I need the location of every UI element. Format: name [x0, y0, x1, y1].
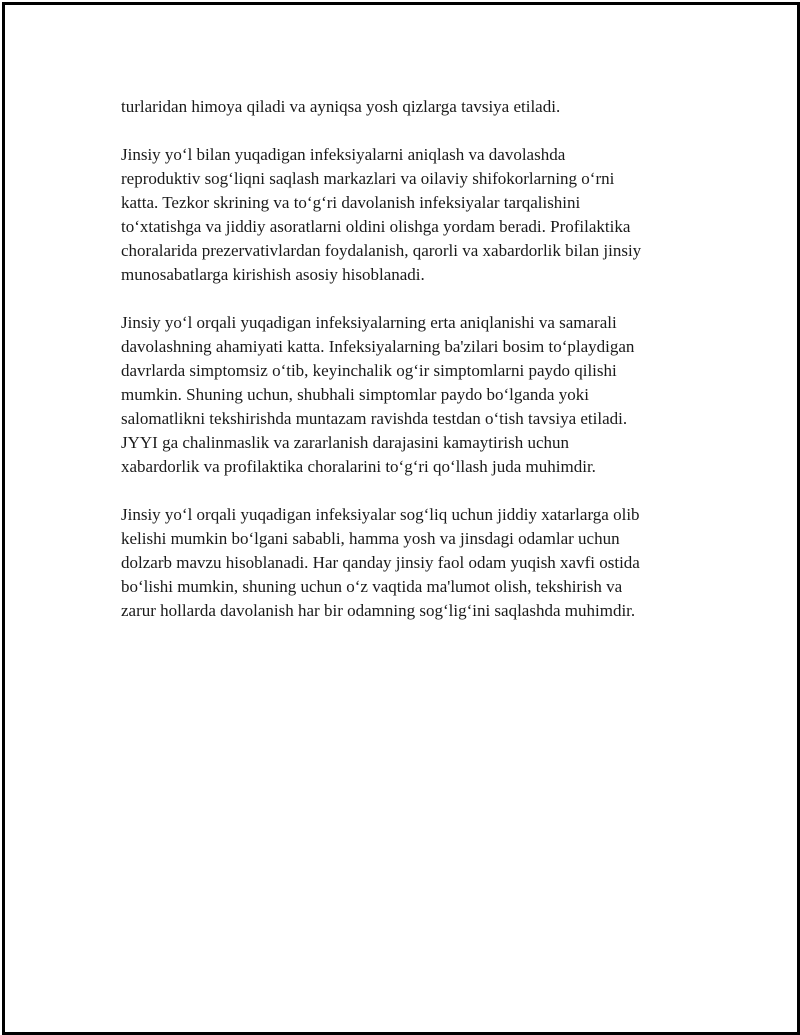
text-line: kelishi mumkin bo‘lgani sababli, hamma yosh va jinsdagi odamlar uchun	[121, 529, 620, 548]
document-body	[121, 95, 701, 647]
text-line: turlaridan himoya qiladi va ayniqsa yosh qizlarga tavsiya etiladi.	[121, 97, 561, 116]
paragraph-3	[121, 311, 701, 479]
text-line: xabardorlik va profilaktika choralarini to‘g‘ri qo‘llash juda muhimdir.	[121, 457, 596, 476]
text-line: reproduktiv sog‘liqni saqlash markazlari va oilaviy shifokorlarning o‘rni	[121, 169, 615, 188]
page-frame	[2, 2, 800, 1035]
paragraph-2	[121, 143, 701, 287]
text-line: to‘xtatishga va jiddiy asoratlarni oldini olishga yordam beradi. Profilaktika	[121, 217, 631, 236]
paragraph-1	[121, 95, 701, 119]
text-line: choralarida prezervativlardan foydalanish, qarorli va xabardorlik bilan jinsiy	[121, 241, 642, 260]
text-line: zarur hollarda davolanish har bir odamning sog‘lig‘ini saqlashda muhimdir.	[121, 601, 636, 620]
text-line: dolzarb mavzu hisoblanadi. Har qanday jinsiy faol odam yuqish xavfi ostida	[121, 553, 640, 572]
text-line: mumkin. Shuning uchun, shubhali simptomlar paydo bo‘lganda yoki	[121, 385, 589, 404]
text-line: Jinsiy yo‘l bilan yuqadigan infeksiyalarni aniqlash va davolashda	[121, 145, 566, 164]
text-line: munosabatlarga kirishish asosiy hisoblanadi.	[121, 265, 425, 284]
text-line: JYYI ga chalinmaslik va zararlanish darajasini kamaytirish uchun	[121, 433, 569, 452]
text-line: davrlarda simptomsiz o‘tib, keyinchalik og‘ir simptomlarni paydo qilishi	[121, 361, 617, 380]
text-line: bo‘lishi mumkin, shuning uchun o‘z vaqtida ma'lumot olish, tekshirish va	[121, 577, 623, 596]
paragraph-4	[121, 503, 701, 623]
text-line: Jinsiy yo‘l orqali yuqadigan infeksiyalar sog‘liq uchun jiddiy xatarlarga olib	[121, 505, 640, 524]
text-line: Jinsiy yo‘l orqali yuqadigan infeksiyalarning erta aniqlanishi va samarali	[121, 313, 617, 332]
text-line: davolashning ahamiyati katta. Infeksiyalarning ba'zilari bosim to‘playdigan	[121, 337, 635, 356]
text-line: katta. Tezkor skrining va to‘g‘ri davolanish infeksiyalar tarqalishini	[121, 193, 581, 212]
text-line: salomatlikni tekshirishda muntazam ravishda testdan o‘tish tavsiya etiladi.	[121, 409, 628, 428]
